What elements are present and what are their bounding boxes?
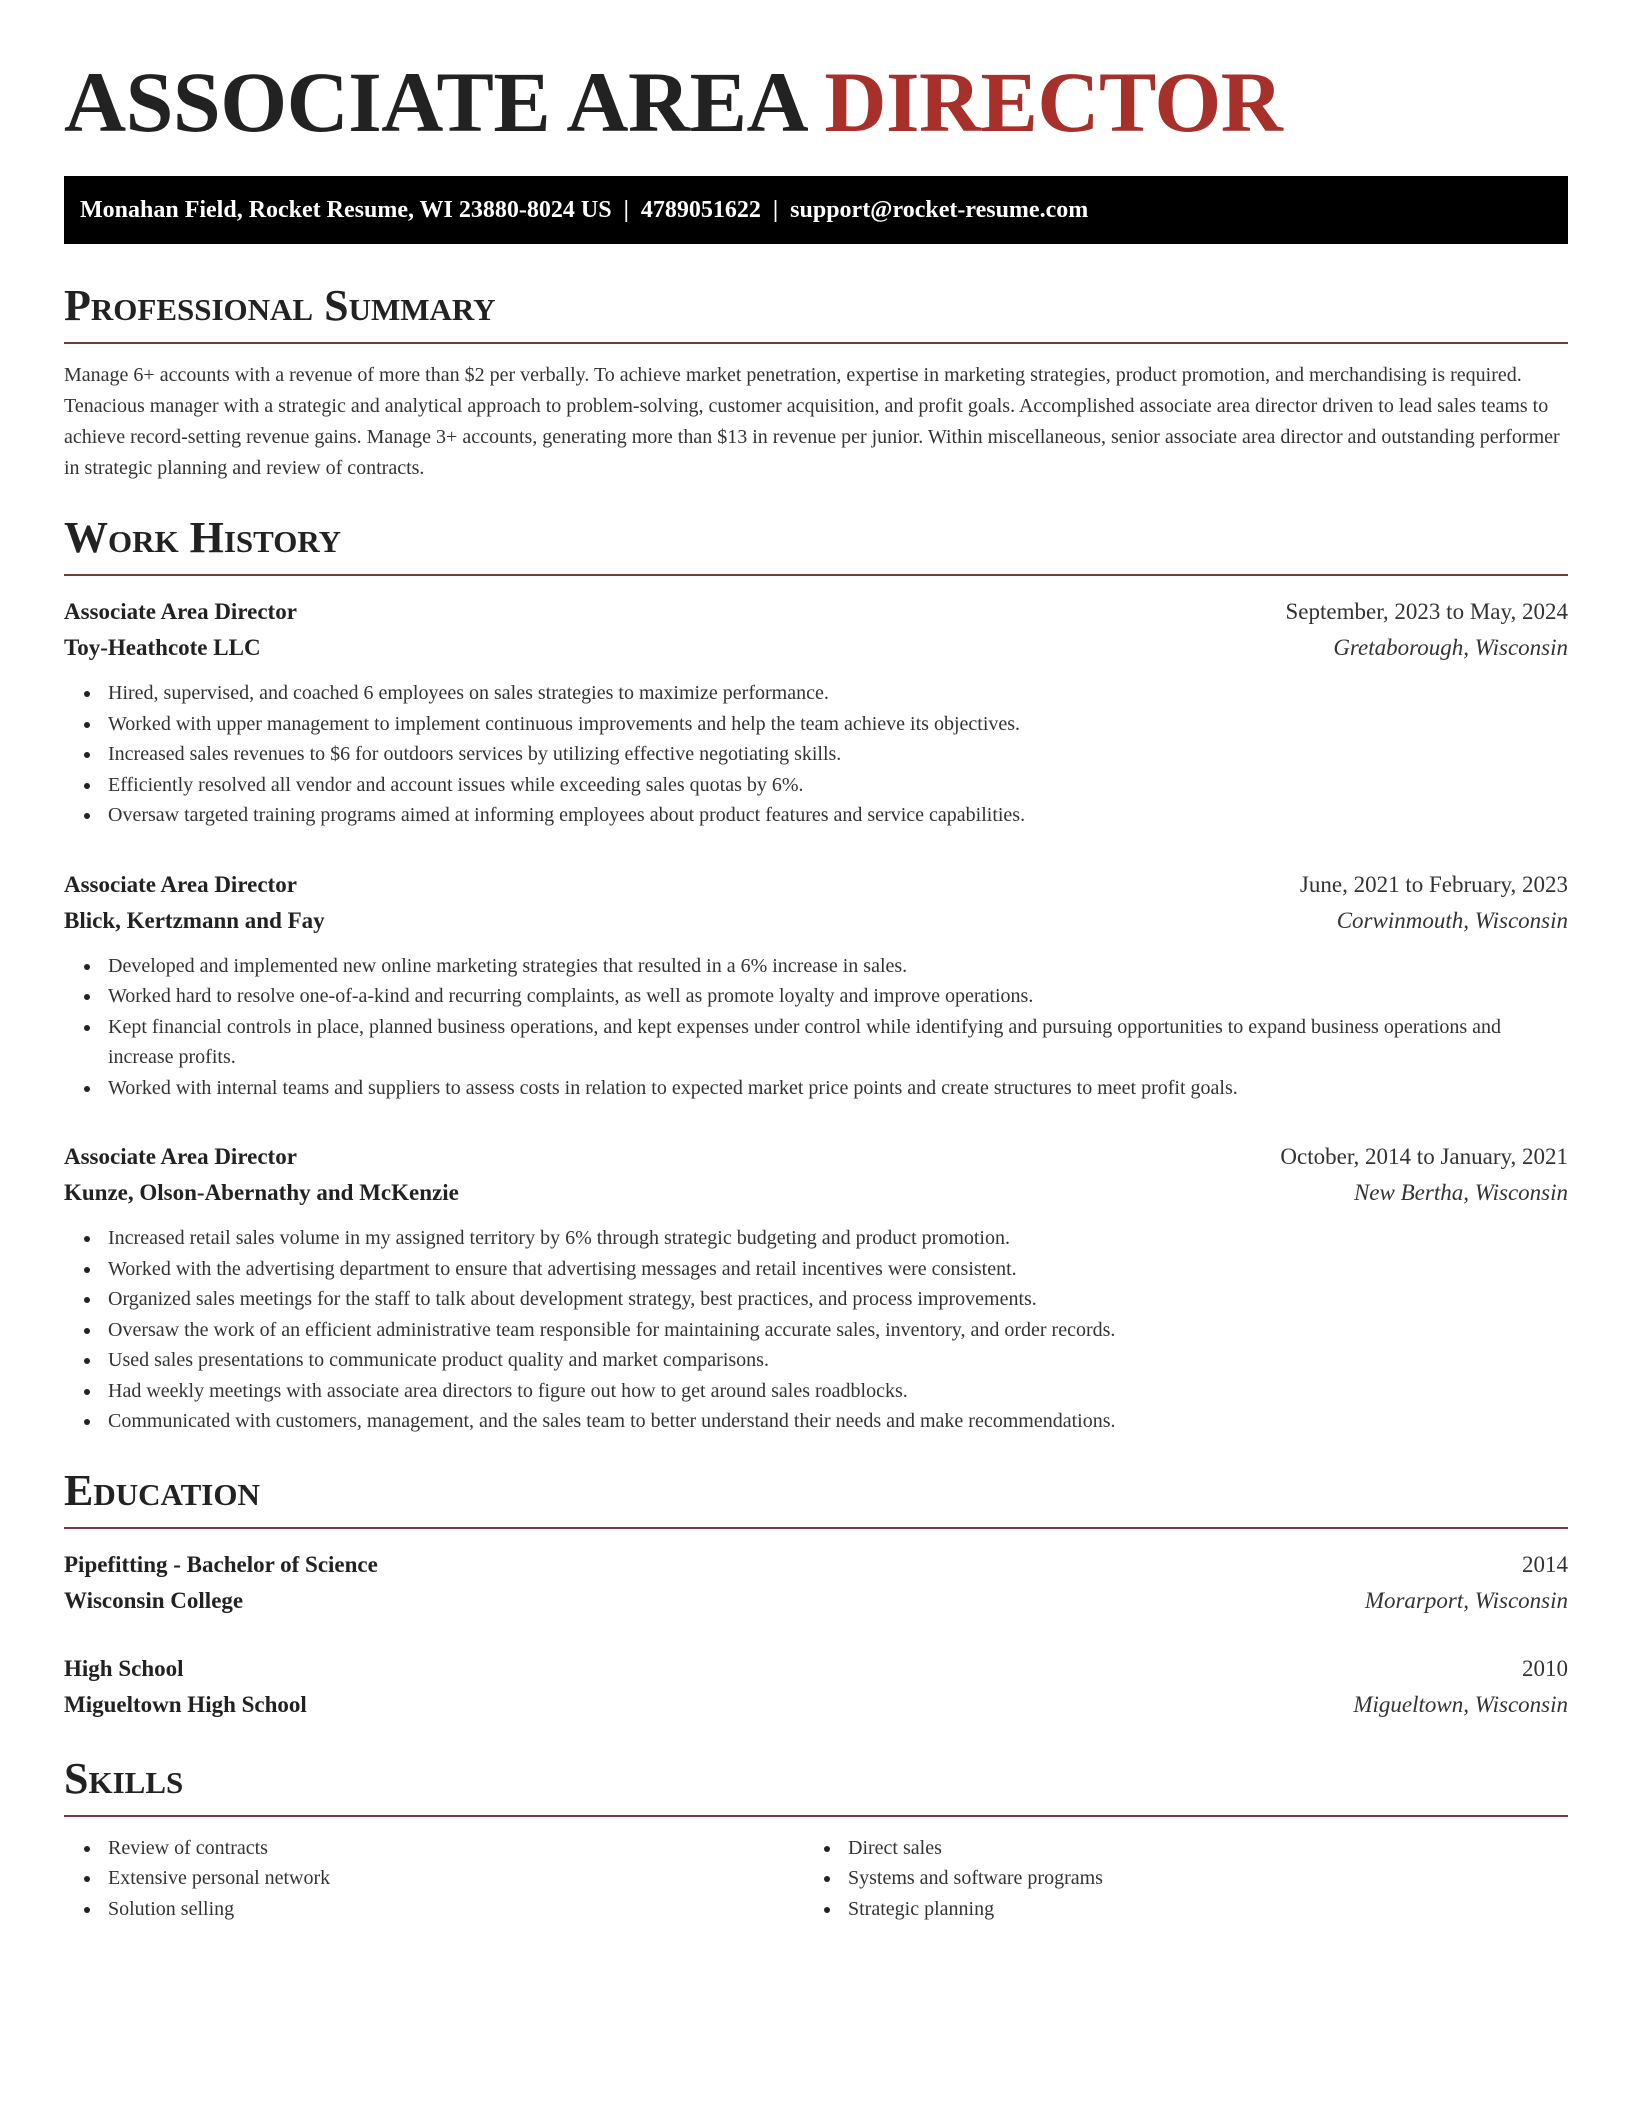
education-school-row [64, 1687, 1568, 1723]
job-bullet: Developed and implemented new online marketing strategies that resulted in a 6% increase in sales. [108, 951, 1568, 982]
job-header-row [64, 594, 1568, 630]
education-entry [64, 1651, 1568, 1723]
work-section-title: Work History [64, 513, 342, 562]
resume-name-heading [64, 0, 1568, 152]
job-company-row [64, 903, 1568, 939]
job-bullets [64, 951, 1568, 1104]
job-bullet: Had weekly meetings with associate area directors to figure out how to get around sales roadblocks. [108, 1376, 1568, 1407]
education-school: Wisconsin College [64, 1587, 244, 1613]
education-year: 2014 [1522, 1551, 1568, 1577]
contact-separator: | [623, 197, 629, 223]
name-part-1: ASSOCIATE AREA [64, 54, 804, 150]
job-bullets [64, 1223, 1568, 1437]
job-company: Toy-Heathcote LLC [64, 635, 261, 660]
skills-bullets [64, 1833, 804, 1925]
job-bullet: Used sales presentations to communicate product quality and market comparisons. [108, 1345, 1568, 1376]
job-location: Corwinmouth, Wisconsin [1336, 907, 1568, 933]
skills-bullets [804, 1833, 1544, 1925]
education-location: Morarport, Wisconsin [1364, 1587, 1568, 1613]
name-part-2: DIRECTOR [824, 54, 1283, 150]
job-position: Associate Area Director [64, 599, 297, 624]
skills-section-title: Skills [64, 1753, 184, 1803]
skills-list [64, 1833, 1568, 1925]
skills-column-left [64, 1833, 804, 1925]
job-position: Associate Area Director [64, 871, 297, 897]
skill-item: Review of contracts [108, 1833, 804, 1864]
job-bullet: Hired, supervised, and coached 6 employees on sales strategies to maximize performance. [108, 678, 1568, 709]
job-bullet: Organized sales meetings for the staff to talk about development strategy, best practices, and process improvements. [108, 1284, 1568, 1315]
education-year: 2010 [1522, 1655, 1568, 1681]
job-location: New Bertha, Wisconsin [1353, 1180, 1568, 1205]
skill-item: Strategic planning [848, 1894, 1544, 1925]
job-bullet: Increased retail sales volume in my assigned territory by 6% through strategic budgeting and product promotion. [108, 1223, 1568, 1254]
contact-separator: | [772, 197, 779, 223]
job-bullet: Oversaw targeted training programs aimed at informing employees about product features and service capabilities. [108, 800, 1568, 831]
job-entry [64, 1139, 1568, 1437]
job-bullet: Efficiently resolved all vendor and account issues while exceeding sales quotas by 6%. [108, 770, 1568, 801]
job-company: Kunze, Olson-Abernathy and McKenzie [64, 1180, 459, 1205]
job-bullet: Communicated with customers, management, and the sales team to better understand their needs and make recommendations. [108, 1406, 1568, 1437]
contact-email[interactable]: support@rocket-resume.com [790, 197, 1089, 223]
job-bullet: Worked hard to resolve one-of-a-kind and recurring complaints, as well as promote loyalty and improve operations. [108, 981, 1568, 1012]
job-entry [64, 594, 1568, 831]
section-divider [64, 574, 1568, 576]
job-header-row [64, 867, 1568, 903]
job-location: Gretaborough, Wisconsin [1333, 635, 1568, 660]
contact-phone[interactable]: 4789051622 [640, 197, 761, 223]
job-position: Associate Area Director [64, 1144, 297, 1169]
skills-column-right [804, 1833, 1544, 1925]
job-bullet: Kept financial controls in place, planned business operations, and kept expenses under control while identifying and pursuing opportunities to expand business operations and increase profits. [108, 1012, 1568, 1073]
contact-bar [64, 176, 1568, 244]
job-entry [64, 867, 1568, 1104]
education-header-row [64, 1547, 1568, 1583]
job-bullet: Worked with the advertising department to ensure that advertising messages and retail incentives were consistent. [108, 1254, 1568, 1285]
job-dates: June, 2021 to February, 2023 [1299, 871, 1568, 897]
summary-text: Manage 6+ accounts with a revenue of more than $2 per verbally. To achieve market penetration, expertise in marketing strategies, product promotion, and merchandising is required. Tenacious manager with a strategic and analytical approach to problem-solving, customer acquisition, and profit goals. Accomplished associate area director driven to lead sales teams to achieve record-setting revenue gains. Manage 3+ accounts, generating more than $13 in revenue per junior. Within miscellaneous, senior associate area director and outstanding performer in strategic planning and review of contracts. [64, 364, 1560, 479]
skill-item: Direct sales [848, 1833, 1544, 1864]
job-dates: September, 2023 to May, 2024 [1285, 599, 1568, 624]
section-divider [64, 342, 1568, 344]
job-bullet: Worked with upper management to implement continuous improvements and help the team achieve its objectives. [108, 709, 1568, 740]
job-bullet: Worked with internal teams and suppliers to assess costs in relation to expected market price points and create structures to meet profit goals. [108, 1073, 1568, 1104]
job-bullets [64, 678, 1568, 831]
job-header-row [64, 1139, 1568, 1175]
skill-item: Solution selling [108, 1894, 804, 1925]
education-school: Migueltown High School [64, 1691, 307, 1717]
job-dates: October, 2014 to January, 2021 [1280, 1144, 1568, 1169]
summary-section-title: Professional Summary [64, 281, 496, 330]
job-company: Blick, Kertzmann and Fay [64, 907, 325, 933]
education-entry [64, 1547, 1568, 1619]
skill-item: Systems and software programs [848, 1863, 1544, 1894]
resume-page [64, 0, 1568, 1924]
job-company-row [64, 630, 1568, 666]
section-divider [64, 1815, 1568, 1817]
education-location: Migueltown, Wisconsin [1353, 1691, 1568, 1717]
skill-item: Extensive personal network [108, 1863, 804, 1894]
job-company-row [64, 1175, 1568, 1211]
contact-address: Monahan Field, Rocket Resume, WI 23880-8024 US [80, 197, 612, 223]
job-bullet: Oversaw the work of an efficient administrative team responsible for maintaining accurate sales, inventory, and order records. [108, 1315, 1568, 1346]
education-header-row [64, 1651, 1568, 1687]
education-section-title: Education [64, 1465, 260, 1515]
education-degree: High School [64, 1655, 184, 1681]
education-school-row [64, 1583, 1568, 1619]
job-bullet: Increased sales revenues to $6 for outdoors services by utilizing effective negotiating skills. [108, 739, 1568, 770]
section-divider [64, 1527, 1568, 1529]
education-degree: Pipefitting - Bachelor of Science [64, 1551, 378, 1577]
